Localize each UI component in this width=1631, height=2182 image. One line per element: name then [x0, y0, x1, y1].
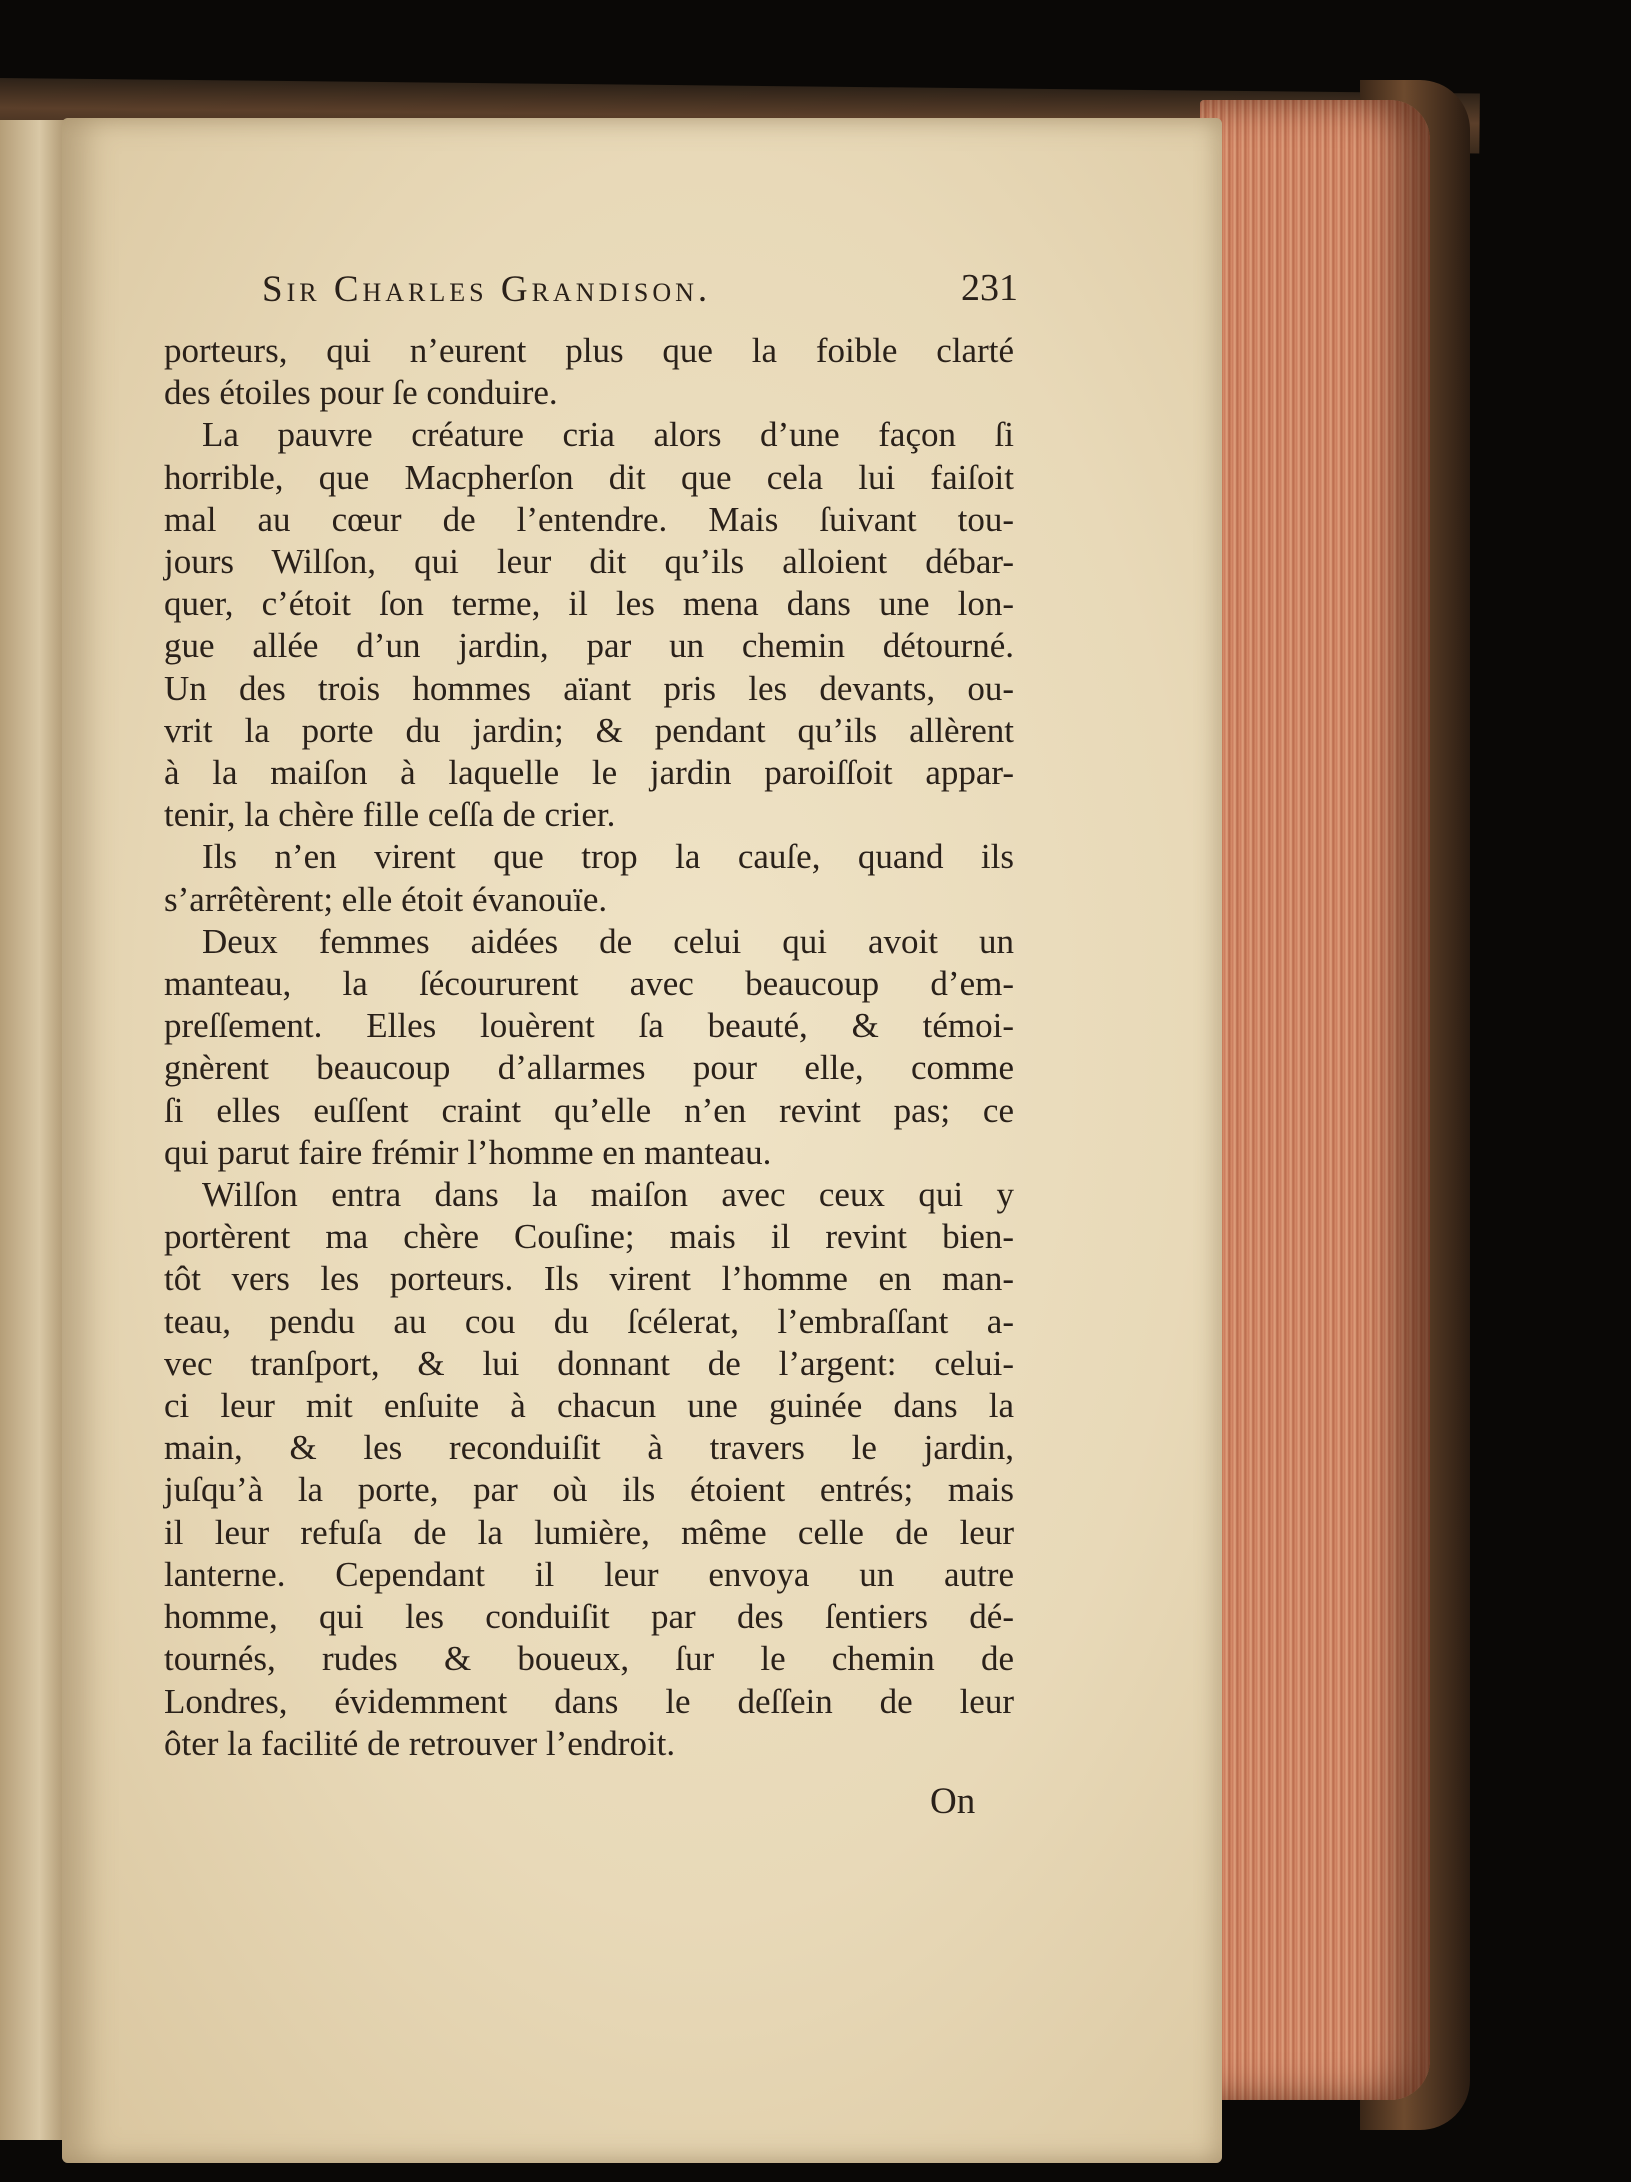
text-line: Un des trois hommes aïant pris les devants, ou-: [164, 668, 1014, 708]
text-line: tenir, la chère fille ceſſa de crier.: [164, 795, 616, 835]
text-line: preſſement. Elles louèrent ſa beauté, & témoi-: [164, 1006, 1014, 1046]
page-edges: [1200, 100, 1430, 2100]
body-text: [164, 330, 1014, 1765]
text-line: Londres, évidemment dans le deſſein de leur: [164, 1681, 1014, 1721]
text-line: ci leur mit enſuite à chacun une guinée dans la: [164, 1386, 1014, 1426]
catchword: On: [930, 1781, 976, 1822]
text-line: il leur refuſa de la lumière, même celle de leur: [164, 1512, 1014, 1552]
text-line: ſi elles euſſent craint qu’elle n’en revint pas; ce: [164, 1090, 1014, 1130]
page-number: 231: [961, 267, 1018, 309]
text-line: Deux femmes aidées de celui qui avoit un: [202, 921, 1014, 961]
text-line: s’arrêtèrent; elle étoit évanouïe.: [164, 879, 608, 919]
text-line: La pauvre créature cria alors d’une façon ſi: [202, 415, 1014, 455]
text-line: juſqu’à la porte, par où ils étoient entrés; mais: [164, 1470, 1014, 1510]
text-line: vrit la porte du jardin; & pendant qu’ils allèrent: [164, 710, 1014, 750]
text-line: teau, pendu au cou du ſcélerat, l’embraſſant a-: [164, 1301, 1014, 1341]
text-line: des étoiles pour ſe conduire.: [164, 373, 558, 413]
text-line: Wilſon entra dans la maiſon avec ceux qui y: [202, 1175, 1014, 1215]
text-line: ôter la facilité de retrouver l’endroit.: [164, 1723, 676, 1763]
text-line: quer, c’étoit ſon terme, il les mena dans une lon-: [164, 584, 1014, 624]
running-title: Sir Charles Grandison.: [262, 269, 712, 310]
text-line: Ils n’en virent que trop la cauſe, quand ils: [202, 837, 1014, 877]
text-line: lanterne. Cependant il leur envoya un autre: [164, 1554, 1014, 1594]
text-line: portèrent ma chère Couſine; mais il revint bien-: [164, 1217, 1014, 1257]
text-line: horrible, que Macpherſon dit que cela lui faiſoit: [164, 457, 1014, 497]
text-line: main, & les reconduiſit à travers le jardin,: [164, 1428, 1014, 1468]
text-line: tournés, rudes & boueux, ſur le chemin de: [164, 1639, 1014, 1679]
text-line: porteurs, qui n’eurent plus que la foible clarté: [164, 331, 1014, 370]
text-line: manteau, la ſécoururent avec beaucoup d’em-: [164, 964, 1014, 1004]
text-line: qui parut faire frémir l’homme en manteau.: [164, 1132, 772, 1172]
text-line: mal au cœur de l’entendre. Mais ſuivant tou-: [164, 499, 1014, 539]
text-line: jours Wilſon, qui leur dit qu’ils alloient débar-: [164, 542, 1014, 582]
text-line: homme, qui les conduiſit par des ſentiers dé-: [164, 1597, 1014, 1637]
text-line: tôt vers les porteurs. Ils virent l’homme en man-: [164, 1259, 1014, 1299]
text-line: gnèrent beaucoup d’allarmes pour elle, comme: [164, 1048, 1014, 1088]
text-line: vec tranſport, & lui donnant de l’argent: celui-: [164, 1343, 1014, 1383]
text-line: gue allée d’un jardin, par un chemin détourné.: [164, 626, 1014, 666]
text-line: à la maiſon à laquelle le jardin paroiſſoit appar-: [164, 753, 1014, 793]
